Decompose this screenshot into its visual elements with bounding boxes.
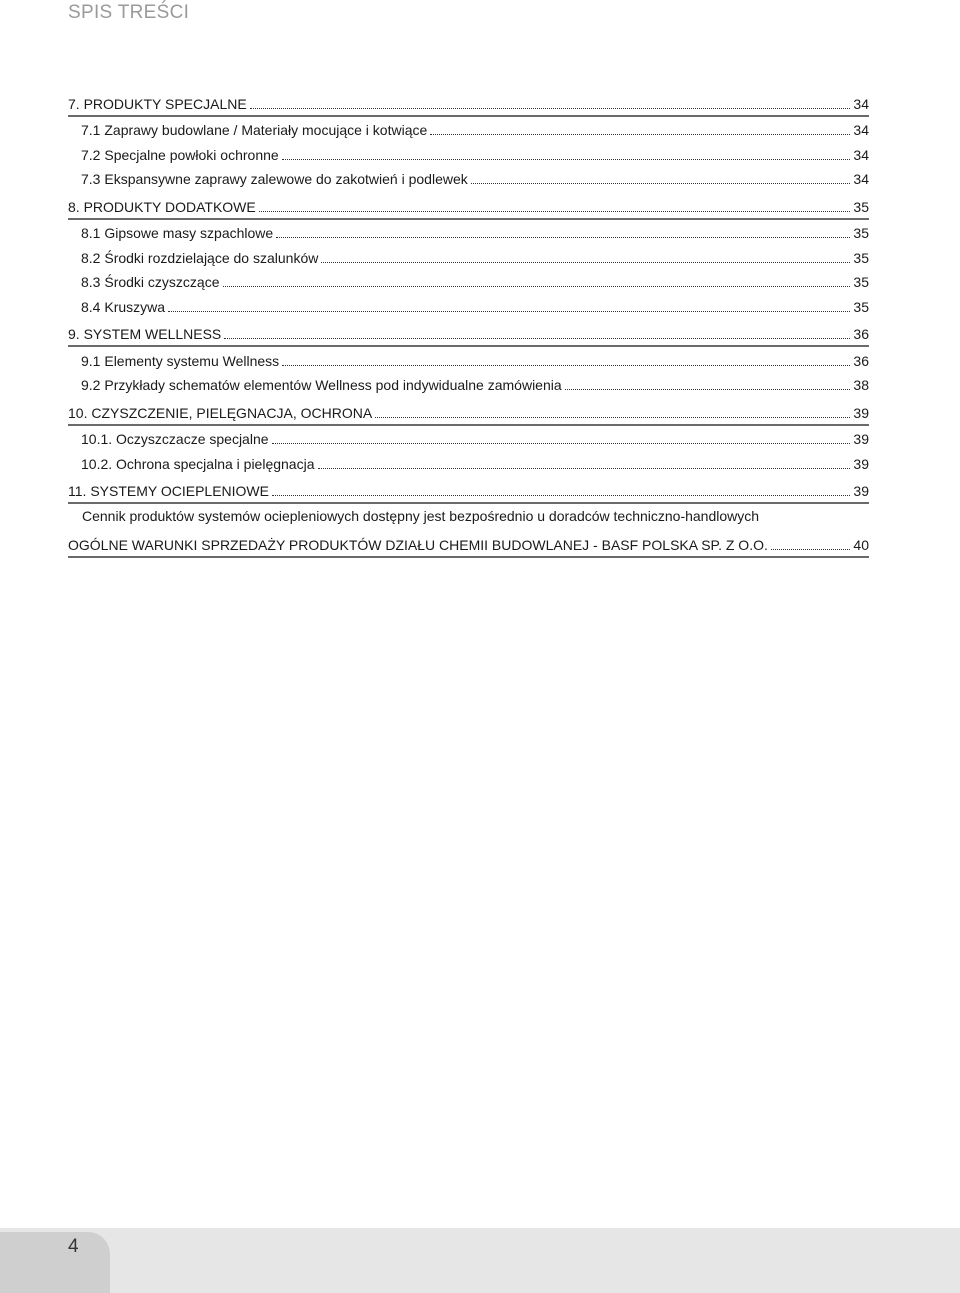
dot-leader <box>565 388 851 390</box>
toc-entry-title: 10. CZYSZCZENIE, PIELĘGNACJA, OCHRONA <box>68 404 373 421</box>
toc-entry-title: 9. SYSTEM WELLNESS <box>68 326 222 342</box>
toc-entry-page: 34 <box>853 146 869 163</box>
toc-chapter-entry[interactable] <box>68 321 869 348</box>
toc-section-entry[interactable] <box>68 220 869 245</box>
toc-entry-page: 39 <box>853 431 869 447</box>
toc-section-entry[interactable] <box>68 166 869 191</box>
toc-entry-title: 7.1 Zaprawy budowlane / Materiały mocujące i kotwiące <box>81 122 428 138</box>
dot-leader <box>224 337 850 339</box>
pricing-note: Cennik produktów systemów ociepleniowych dostępny jest bezpośrednio u doradców techniczno-handlowych <box>82 508 760 524</box>
dot-leader <box>223 285 851 287</box>
toc-section-entry[interactable] <box>68 372 869 397</box>
page-number-tab <box>0 1232 110 1293</box>
toc-entry-title: 10.2. Ochrona specjalna i pielęgnacja <box>81 455 315 472</box>
toc-entry-page: 34 <box>853 122 869 138</box>
toc-entry-title: 8.4 Kruszywa <box>81 298 166 315</box>
toc-entry-page: 35 <box>853 249 869 266</box>
toc-section-entry[interactable] <box>68 426 869 451</box>
toc-entry-page: 36 <box>853 352 869 369</box>
terms-title: OGÓLNE WARUNKI SPRZEDAŻY PRODUKTÓW DZIAŁU CHEMII BUDOWLANEJ - BASF POLSKA SP. Z O.O. <box>68 537 768 553</box>
toc-section-entry[interactable] <box>68 450 869 475</box>
toc-entry-page: 39 <box>853 483 869 499</box>
table-of-contents <box>68 90 869 504</box>
toc-entry-page: 35 <box>853 274 869 290</box>
toc-entry-title: 7.2 Specjalne powłoki ochronne <box>81 146 279 163</box>
dot-leader <box>272 494 850 496</box>
toc-section-entry[interactable] <box>68 293 869 318</box>
dot-leader <box>259 210 851 212</box>
toc-chapter-entry[interactable] <box>68 478 869 505</box>
toc-entry-title: 9.1 Elementy systemu Wellness <box>81 352 280 369</box>
toc-entry-page: 39 <box>853 455 869 472</box>
toc-entry-page: 34 <box>853 95 869 112</box>
terms-page: 40 <box>853 537 869 553</box>
dot-leader <box>321 261 850 263</box>
toc-entry-title: 9.2 Przykłady schematów elementów Wellness pod indywidualne zamówienia <box>81 377 562 393</box>
page-number: 4 <box>68 1236 79 1257</box>
toc-entry-title: 8.3 Środki czyszczące <box>81 274 220 290</box>
toc-section-entry[interactable] <box>68 347 869 372</box>
dot-leader <box>318 467 851 469</box>
toc-entry-page: 34 <box>853 171 869 187</box>
footer-band <box>0 1228 960 1293</box>
toc-entry-page: 35 <box>853 298 869 315</box>
toc-entry-title: 11. SYSTEMY OCIEPLENIOWE <box>68 483 269 499</box>
toc-section-entry[interactable] <box>68 269 869 294</box>
dot-leader <box>272 442 851 444</box>
dot-leader <box>282 364 850 366</box>
toc-entry-title: 7.3 Ekspansywne zaprawy zalewowe do zakotwień i podlewek <box>81 171 468 187</box>
dot-leader <box>282 158 851 160</box>
dot-leader <box>168 310 850 312</box>
dot-leader <box>276 236 850 238</box>
toc-entry-title: 8.2 Środki rozdzielające do szalunków <box>81 249 319 266</box>
toc-chapter-entry[interactable] <box>68 193 869 220</box>
dot-leader <box>375 416 850 418</box>
toc-entry-page: 38 <box>853 377 869 393</box>
toc-entry-page: 39 <box>853 404 869 421</box>
dot-leader <box>471 182 851 184</box>
dot-leader <box>430 133 850 135</box>
toc-entry-page: 35 <box>853 225 869 241</box>
toc-entry-title: 10.1. Oczyszczacze specjalne <box>81 431 269 447</box>
toc-entry-page: 35 <box>853 198 869 215</box>
toc-section-entry[interactable] <box>68 141 869 166</box>
toc-entry-page: 36 <box>853 326 869 342</box>
toc-section-entry[interactable] <box>68 117 869 142</box>
page-title: SPIS TREŚCI <box>68 2 190 23</box>
toc-chapter-entry[interactable] <box>68 399 869 426</box>
dot-leader <box>250 107 851 109</box>
terms-entry[interactable] <box>68 536 869 558</box>
dot-leader <box>771 548 851 550</box>
toc-chapter-entry[interactable] <box>68 90 869 117</box>
toc-entry-title: 8. PRODUKTY DODATKOWE <box>68 198 256 215</box>
toc-entry-title: 8.1 Gipsowe masy szpachlowe <box>81 225 274 241</box>
toc-section-entry[interactable] <box>68 244 869 269</box>
toc-entry-title: 7. PRODUKTY SPECJALNE <box>68 95 247 112</box>
